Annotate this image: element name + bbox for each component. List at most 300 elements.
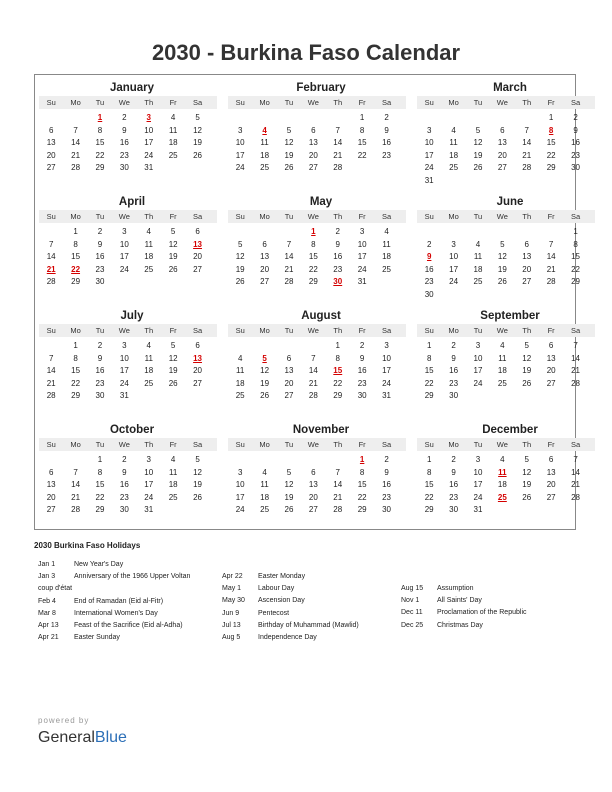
day-cell[interactable]: 8: [97, 125, 103, 135]
day-cell[interactable]: 18: [168, 480, 178, 489]
day-cell[interactable]: 27: [260, 277, 270, 286]
day-cell[interactable]: 2: [97, 341, 103, 350]
day-cell[interactable]: 15: [424, 480, 434, 489]
day-cell[interactable]: 19: [193, 480, 202, 489]
day-cell[interactable]: 5: [170, 227, 176, 236]
day-cell[interactable]: 5: [286, 125, 292, 135]
day-cell[interactable]: 30: [95, 391, 105, 400]
day-cell[interactable]: 24: [473, 492, 483, 502]
day-cell[interactable]: 7: [573, 455, 578, 464]
day-cell[interactable]: 16: [95, 366, 105, 375]
day-cell[interactable]: 7: [548, 239, 554, 249]
day-cell[interactable]: 15: [308, 252, 318, 261]
day-cell[interactable]: 16: [382, 138, 391, 147]
day-cell[interactable]: 4: [237, 353, 243, 363]
day-cell[interactable]: 29: [571, 277, 580, 286]
day-cell[interactable]: 16: [424, 264, 434, 274]
day-cell[interactable]: 26: [284, 163, 294, 172]
day-cell[interactable]: 29: [71, 391, 81, 400]
day-cell[interactable]: 30: [95, 277, 105, 286]
day-cell[interactable]: 12: [260, 366, 270, 375]
day-cell[interactable]: 6: [311, 467, 316, 477]
day-cell[interactable]: 29: [546, 163, 556, 172]
day-cell[interactable]: 23: [382, 150, 391, 160]
day-cell[interactable]: 18: [382, 252, 391, 261]
day-cell[interactable]: 5: [286, 467, 292, 477]
day-cell[interactable]: 24: [144, 492, 154, 502]
day-cell[interactable]: 4: [170, 455, 176, 464]
day-cell[interactable]: 16: [119, 138, 129, 147]
day-cell[interactable]: 11: [260, 480, 269, 489]
day-cell[interactable]: 6: [286, 353, 292, 363]
brand-logo[interactable]: [38, 729, 127, 747]
day-cell[interactable]: 10: [235, 480, 245, 489]
day-cell[interactable]: 21: [522, 150, 532, 160]
day-cell[interactable]: 2: [122, 113, 127, 122]
day-cell[interactable]: 29: [95, 163, 105, 172]
day-cell[interactable]: 29: [424, 391, 434, 400]
day-cell[interactable]: 3: [122, 227, 127, 236]
day-cell[interactable]: 11: [260, 138, 269, 147]
day-cell[interactable]: 4: [170, 113, 176, 122]
day-cell[interactable]: 19: [473, 150, 483, 160]
day-cell[interactable]: 8: [335, 353, 340, 363]
day-cell[interactable]: 28: [46, 391, 56, 400]
holiday-day-cell[interactable]: 25: [497, 492, 507, 502]
day-cell[interactable]: 2: [384, 113, 389, 122]
day-cell[interactable]: 7: [573, 341, 578, 350]
day-cell[interactable]: 17: [144, 138, 154, 147]
day-cell[interactable]: 26: [193, 150, 202, 160]
day-cell[interactable]: 15: [95, 480, 105, 489]
day-cell[interactable]: 30: [382, 505, 391, 514]
day-cell[interactable]: 30: [119, 505, 129, 514]
day-cell[interactable]: 28: [71, 505, 81, 514]
day-cell[interactable]: 1: [426, 455, 432, 464]
day-cell[interactable]: 2: [573, 113, 578, 122]
day-cell[interactable]: 31: [144, 163, 154, 172]
day-cell[interactable]: 21: [571, 480, 580, 489]
day-cell[interactable]: 9: [451, 467, 456, 477]
day-cell[interactable]: 16: [357, 366, 367, 375]
day-cell[interactable]: 2: [335, 227, 340, 236]
day-cell[interactable]: 5: [195, 455, 200, 464]
day-cell[interactable]: 6: [195, 341, 200, 350]
day-cell[interactable]: 3: [475, 455, 481, 464]
day-cell[interactable]: 24: [119, 264, 129, 274]
day-cell[interactable]: 10: [424, 138, 434, 147]
day-cell[interactable]: 8: [426, 467, 432, 477]
day-cell[interactable]: 11: [236, 366, 245, 375]
day-cell[interactable]: 7: [48, 239, 54, 249]
day-cell[interactable]: 8: [573, 239, 578, 249]
day-cell[interactable]: 26: [522, 492, 532, 502]
day-cell[interactable]: 22: [95, 150, 105, 160]
day-cell[interactable]: 14: [571, 353, 580, 363]
day-cell[interactable]: 11: [498, 353, 507, 363]
day-cell[interactable]: 14: [71, 138, 81, 147]
day-cell[interactable]: 12: [522, 353, 532, 363]
day-cell[interactable]: 19: [193, 138, 202, 147]
day-cell[interactable]: 22: [424, 492, 434, 502]
day-cell[interactable]: 1: [548, 113, 554, 122]
day-cell[interactable]: 5: [475, 125, 481, 135]
day-cell[interactable]: 12: [193, 467, 202, 477]
day-cell[interactable]: 2: [97, 227, 103, 236]
day-cell[interactable]: 14: [46, 252, 56, 261]
day-cell[interactable]: 14: [333, 480, 343, 489]
day-cell[interactable]: 15: [357, 480, 367, 489]
day-cell[interactable]: 20: [308, 492, 318, 502]
day-cell[interactable]: 7: [286, 239, 292, 249]
day-cell[interactable]: 13: [308, 138, 318, 147]
day-cell[interactable]: 18: [260, 492, 270, 502]
day-cell[interactable]: 30: [357, 391, 367, 400]
day-cell[interactable]: 10: [357, 239, 367, 249]
day-cell[interactable]: 23: [449, 378, 459, 388]
day-cell[interactable]: 9: [573, 125, 578, 135]
day-cell[interactable]: 4: [146, 227, 151, 236]
day-cell[interactable]: 21: [546, 264, 556, 274]
day-cell[interactable]: 4: [500, 455, 505, 464]
day-cell[interactable]: 23: [449, 492, 459, 502]
day-cell[interactable]: 31: [473, 505, 483, 514]
holiday-day-cell[interactable]: 9: [426, 252, 432, 261]
day-cell[interactable]: 14: [308, 366, 318, 375]
day-cell[interactable]: 8: [73, 239, 78, 249]
day-cell[interactable]: 29: [333, 391, 343, 400]
day-cell[interactable]: 9: [451, 353, 456, 363]
day-cell[interactable]: 1: [335, 341, 340, 350]
holiday-day-cell[interactable]: 4: [262, 125, 267, 135]
day-cell[interactable]: 10: [382, 353, 391, 363]
day-cell[interactable]: 12: [497, 252, 507, 261]
day-cell[interactable]: 5: [524, 455, 529, 464]
day-cell[interactable]: 3: [122, 341, 127, 350]
day-cell[interactable]: 21: [46, 378, 56, 388]
day-cell[interactable]: 23: [333, 264, 343, 274]
day-cell[interactable]: 7: [311, 353, 316, 363]
day-cell[interactable]: 17: [473, 366, 483, 375]
day-cell[interactable]: 28: [333, 505, 343, 514]
day-cell[interactable]: 26: [235, 277, 245, 286]
day-cell[interactable]: 23: [382, 492, 391, 502]
day-cell[interactable]: 25: [473, 277, 483, 286]
day-cell[interactable]: 21: [571, 366, 580, 375]
day-cell[interactable]: 22: [571, 264, 580, 274]
day-cell[interactable]: 22: [424, 378, 434, 388]
day-cell[interactable]: 17: [119, 366, 129, 375]
day-cell[interactable]: 20: [193, 252, 202, 261]
day-cell[interactable]: 7: [335, 467, 340, 477]
day-cell[interactable]: 24: [235, 505, 245, 514]
day-cell[interactable]: 6: [548, 341, 554, 350]
day-cell[interactable]: 17: [144, 480, 154, 489]
day-cell[interactable]: 25: [260, 163, 270, 172]
day-cell[interactable]: 10: [235, 138, 245, 147]
day-cell[interactable]: 26: [522, 378, 532, 388]
day-cell[interactable]: 12: [284, 480, 294, 489]
day-cell[interactable]: 6: [195, 227, 200, 236]
day-cell[interactable]: 12: [168, 353, 178, 363]
day-cell[interactable]: 6: [48, 125, 54, 135]
day-cell[interactable]: 22: [546, 150, 556, 160]
day-cell[interactable]: 21: [333, 150, 343, 160]
day-cell[interactable]: 13: [260, 252, 270, 261]
day-cell[interactable]: 28: [571, 378, 580, 388]
day-cell[interactable]: 31: [424, 175, 434, 185]
day-cell[interactable]: 1: [426, 341, 432, 350]
day-cell[interactable]: 17: [449, 264, 459, 274]
holiday-day-cell[interactable]: 21: [46, 264, 56, 274]
day-cell[interactable]: 20: [284, 378, 294, 388]
day-cell[interactable]: 4: [262, 467, 267, 477]
day-cell[interactable]: 27: [522, 277, 532, 286]
day-cell[interactable]: 21: [333, 492, 343, 502]
day-cell[interactable]: 27: [497, 163, 507, 172]
day-cell[interactable]: 19: [284, 150, 294, 160]
day-cell[interactable]: 24: [357, 264, 367, 274]
day-cell[interactable]: 29: [308, 277, 318, 286]
day-cell[interactable]: 30: [424, 289, 434, 299]
day-cell[interactable]: 12: [168, 239, 178, 249]
day-cell[interactable]: 20: [260, 264, 270, 274]
day-cell[interactable]: 11: [144, 239, 153, 249]
day-cell[interactable]: 28: [46, 277, 56, 286]
day-cell[interactable]: 5: [500, 239, 505, 249]
day-cell[interactable]: 3: [451, 239, 456, 249]
day-cell[interactable]: 16: [571, 138, 580, 147]
day-cell[interactable]: 15: [95, 138, 105, 147]
day-cell[interactable]: 17: [235, 492, 245, 502]
day-cell[interactable]: 19: [235, 264, 245, 274]
day-cell[interactable]: 15: [424, 366, 434, 375]
day-cell[interactable]: 26: [260, 391, 270, 400]
day-cell[interactable]: 19: [284, 492, 294, 502]
day-cell[interactable]: 18: [497, 480, 507, 489]
day-cell[interactable]: 10: [144, 467, 154, 477]
day-cell[interactable]: 28: [546, 277, 556, 286]
day-cell[interactable]: 24: [473, 378, 483, 388]
day-cell[interactable]: 9: [359, 353, 365, 363]
day-cell[interactable]: 14: [522, 138, 532, 147]
day-cell[interactable]: 31: [382, 391, 391, 400]
day-cell[interactable]: 20: [308, 150, 318, 160]
day-cell[interactable]: 23: [119, 150, 129, 160]
day-cell[interactable]: 16: [449, 480, 459, 489]
day-cell[interactable]: 15: [71, 252, 81, 261]
day-cell[interactable]: 11: [473, 252, 483, 261]
day-cell[interactable]: 10: [119, 239, 129, 249]
day-cell[interactable]: 6: [500, 125, 505, 135]
day-cell[interactable]: 5: [524, 341, 529, 350]
day-cell[interactable]: 23: [95, 264, 105, 274]
day-cell[interactable]: 4: [384, 227, 389, 236]
day-cell[interactable]: 23: [571, 150, 580, 160]
holiday-day-cell[interactable]: 5: [262, 353, 267, 363]
day-cell[interactable]: 11: [168, 125, 178, 135]
day-cell[interactable]: 4: [146, 341, 151, 350]
day-cell[interactable]: 29: [424, 505, 434, 514]
day-cell[interactable]: 3: [426, 125, 432, 135]
day-cell[interactable]: 13: [546, 353, 556, 363]
day-cell[interactable]: 14: [71, 480, 81, 489]
day-cell[interactable]: 13: [546, 467, 556, 477]
day-cell[interactable]: 29: [71, 277, 81, 286]
day-cell[interactable]: 12: [193, 125, 202, 135]
holiday-day-cell[interactable]: 1: [311, 227, 316, 236]
holiday-day-cell[interactable]: 1: [359, 455, 365, 464]
day-cell[interactable]: 27: [284, 391, 294, 400]
day-cell[interactable]: 17: [357, 252, 367, 261]
day-cell[interactable]: 27: [193, 264, 202, 274]
day-cell[interactable]: 16: [449, 366, 459, 375]
day-cell[interactable]: 5: [170, 341, 176, 350]
day-cell[interactable]: 2: [384, 455, 389, 464]
day-cell[interactable]: 25: [168, 150, 178, 160]
day-cell[interactable]: 18: [168, 138, 178, 147]
day-cell[interactable]: 27: [193, 378, 202, 388]
day-cell[interactable]: 12: [522, 467, 532, 477]
day-cell[interactable]: 5: [195, 113, 200, 122]
day-cell[interactable]: 21: [71, 492, 81, 502]
day-cell[interactable]: 3: [475, 341, 481, 350]
day-cell[interactable]: 26: [168, 378, 178, 388]
day-cell[interactable]: 14: [546, 252, 556, 261]
day-cell[interactable]: 5: [237, 239, 243, 249]
day-cell[interactable]: 9: [384, 125, 389, 135]
day-cell[interactable]: 27: [546, 378, 556, 388]
day-cell[interactable]: 9: [97, 239, 103, 249]
day-cell[interactable]: 20: [46, 492, 56, 502]
day-cell[interactable]: 23: [95, 378, 105, 388]
day-cell[interactable]: 25: [144, 378, 154, 388]
day-cell[interactable]: 17: [119, 252, 129, 261]
day-cell[interactable]: 10: [473, 353, 483, 363]
day-cell[interactable]: 20: [46, 150, 56, 160]
day-cell[interactable]: 18: [497, 366, 507, 375]
day-cell[interactable]: 24: [144, 150, 154, 160]
day-cell[interactable]: 7: [48, 353, 54, 363]
day-cell[interactable]: 12: [235, 252, 245, 261]
day-cell[interactable]: 7: [73, 467, 78, 477]
day-cell[interactable]: 6: [48, 467, 54, 477]
day-cell[interactable]: 28: [522, 163, 532, 172]
holiday-day-cell[interactable]: 11: [498, 467, 507, 477]
day-cell[interactable]: 20: [546, 480, 556, 489]
day-cell[interactable]: 8: [426, 353, 432, 363]
day-cell[interactable]: 9: [97, 353, 103, 363]
holiday-day-cell[interactable]: 15: [333, 366, 343, 375]
day-cell[interactable]: 3: [359, 227, 365, 236]
day-cell[interactable]: 22: [333, 378, 343, 388]
day-cell[interactable]: 25: [168, 492, 178, 502]
day-cell[interactable]: 20: [546, 366, 556, 375]
day-cell[interactable]: 18: [144, 252, 154, 261]
day-cell[interactable]: 27: [46, 163, 56, 172]
day-cell[interactable]: 9: [384, 467, 389, 477]
day-cell[interactable]: 16: [333, 252, 343, 261]
day-cell[interactable]: 21: [284, 264, 294, 274]
day-cell[interactable]: 7: [335, 125, 340, 135]
day-cell[interactable]: 26: [168, 264, 178, 274]
day-cell[interactable]: 4: [475, 239, 481, 249]
day-cell[interactable]: 13: [497, 138, 507, 147]
day-cell[interactable]: 24: [449, 277, 459, 286]
day-cell[interactable]: 9: [335, 239, 340, 249]
day-cell[interactable]: 1: [359, 113, 365, 122]
day-cell[interactable]: 10: [449, 252, 459, 261]
day-cell[interactable]: 2: [426, 239, 432, 249]
holiday-day-cell[interactable]: 3: [146, 113, 151, 122]
day-cell[interactable]: 13: [284, 366, 294, 375]
day-cell[interactable]: 16: [382, 480, 391, 489]
day-cell[interactable]: 29: [357, 505, 367, 514]
day-cell[interactable]: 25: [260, 505, 270, 514]
day-cell[interactable]: 1: [97, 455, 103, 464]
day-cell[interactable]: 19: [522, 480, 532, 489]
day-cell[interactable]: 10: [144, 125, 154, 135]
day-cell[interactable]: 19: [497, 264, 507, 274]
day-cell[interactable]: 24: [382, 378, 391, 388]
holiday-day-cell[interactable]: 1: [97, 113, 103, 122]
day-cell[interactable]: 30: [571, 163, 580, 172]
day-cell[interactable]: 1: [573, 227, 578, 236]
day-cell[interactable]: 3: [384, 341, 389, 350]
day-cell[interactable]: 1: [73, 341, 78, 350]
day-cell[interactable]: 28: [333, 163, 343, 172]
day-cell[interactable]: 14: [333, 138, 343, 147]
day-cell[interactable]: 6: [548, 455, 554, 464]
day-cell[interactable]: 17: [382, 366, 391, 375]
day-cell[interactable]: 20: [193, 366, 202, 375]
day-cell[interactable]: 13: [46, 480, 56, 489]
day-cell[interactable]: 25: [449, 163, 459, 172]
day-cell[interactable]: 3: [237, 125, 243, 135]
day-cell[interactable]: 15: [571, 252, 580, 261]
day-cell[interactable]: 15: [546, 138, 556, 147]
day-cell[interactable]: 11: [449, 138, 458, 147]
day-cell[interactable]: 26: [497, 277, 507, 286]
day-cell[interactable]: 19: [168, 366, 178, 375]
day-cell[interactable]: 8: [359, 125, 365, 135]
day-cell[interactable]: 4: [500, 341, 505, 350]
day-cell[interactable]: 8: [73, 353, 78, 363]
day-cell[interactable]: 29: [95, 505, 105, 514]
day-cell[interactable]: 25: [144, 264, 154, 274]
day-cell[interactable]: 24: [119, 378, 129, 388]
day-cell[interactable]: 18: [260, 150, 270, 160]
day-cell[interactable]: 4: [451, 125, 456, 135]
day-cell[interactable]: 11: [382, 239, 391, 249]
day-cell[interactable]: 1: [73, 227, 78, 236]
day-cell[interactable]: 26: [473, 163, 483, 172]
day-cell[interactable]: 23: [357, 378, 367, 388]
day-cell[interactable]: 9: [122, 467, 127, 477]
day-cell[interactable]: 13: [46, 138, 56, 147]
day-cell[interactable]: 13: [522, 252, 532, 261]
day-cell[interactable]: 26: [193, 492, 202, 502]
day-cell[interactable]: 31: [144, 505, 154, 514]
day-cell[interactable]: 3: [237, 467, 243, 477]
day-cell[interactable]: 7: [524, 125, 529, 135]
day-cell[interactable]: 19: [168, 252, 178, 261]
day-cell[interactable]: 15: [357, 138, 367, 147]
day-cell[interactable]: 23: [424, 277, 434, 286]
day-cell[interactable]: 18: [473, 264, 483, 274]
day-cell[interactable]: 8: [311, 239, 316, 249]
day-cell[interactable]: 8: [359, 467, 365, 477]
